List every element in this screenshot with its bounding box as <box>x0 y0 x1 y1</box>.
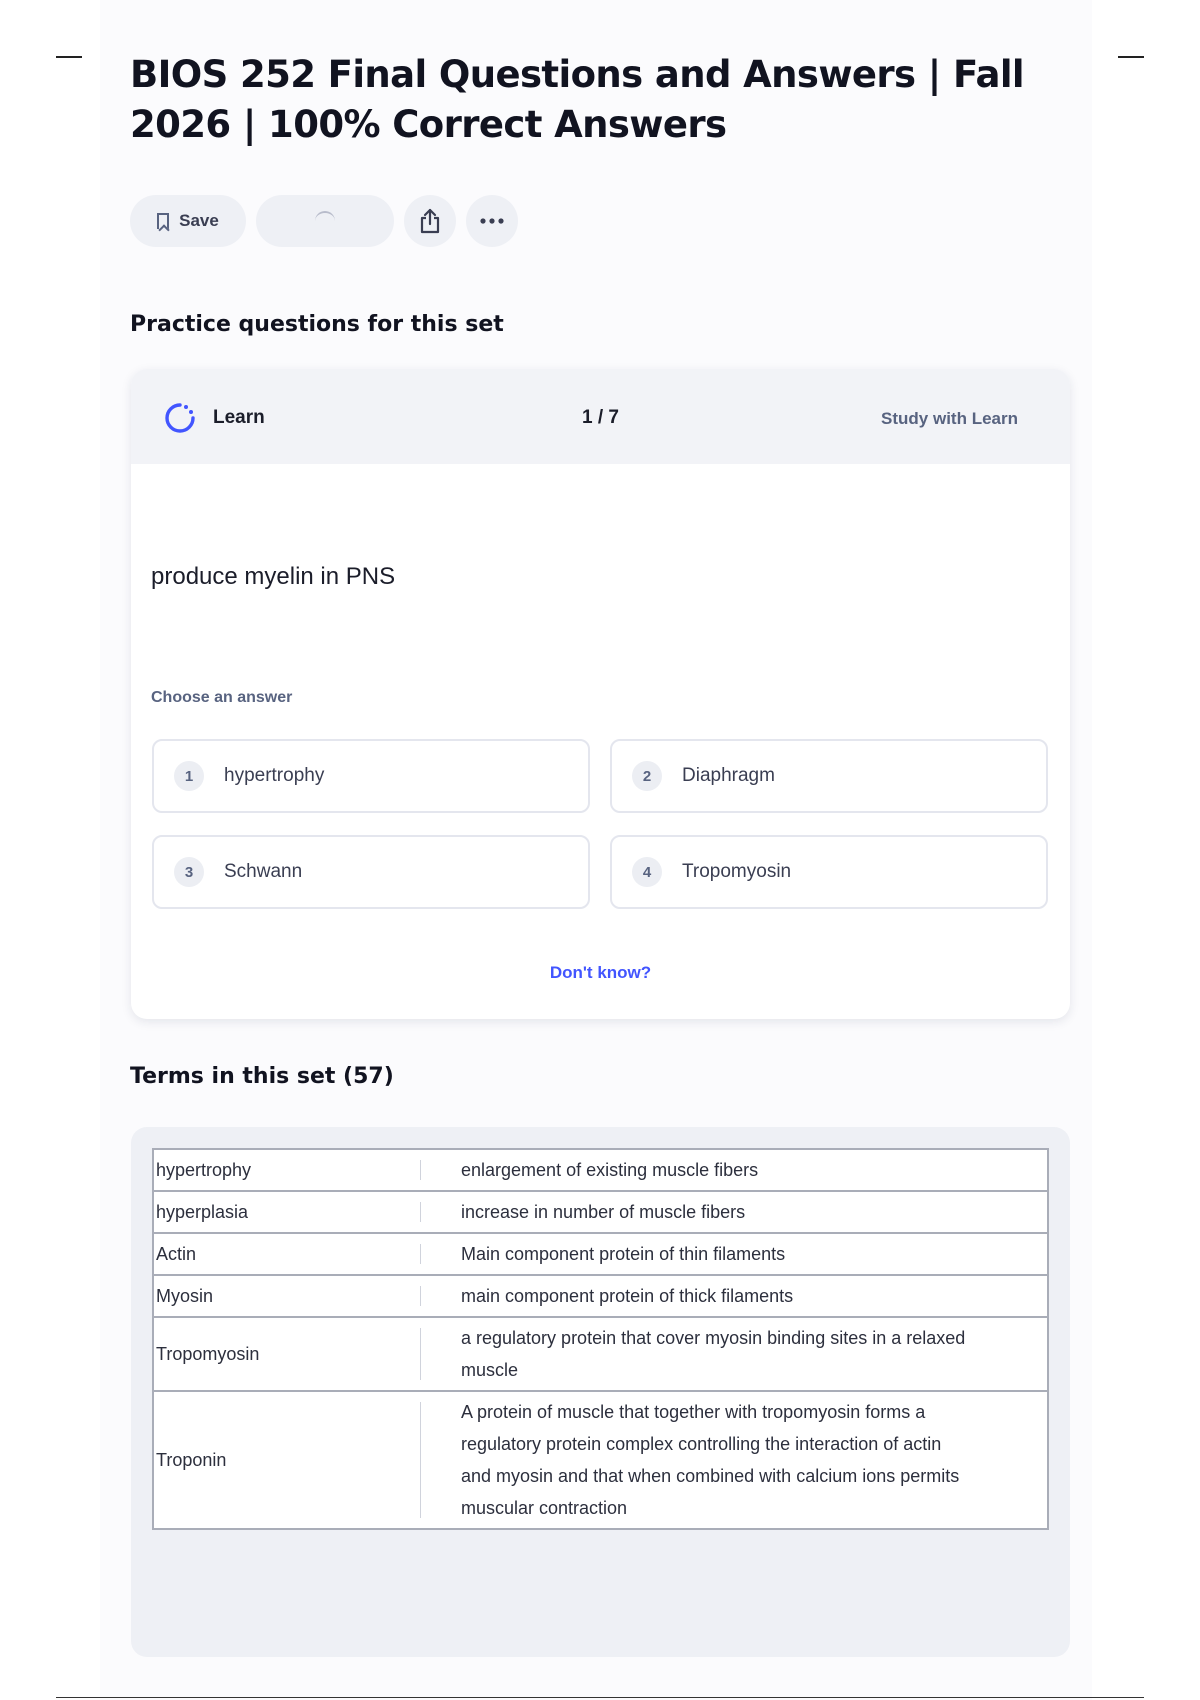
learn-mode-label: Learn <box>213 407 265 428</box>
more-options-button[interactable] <box>466 195 518 247</box>
bottom-rule <box>56 1697 1144 1698</box>
loading-button[interactable] <box>256 195 394 247</box>
terms-table <box>152 1148 1049 1530</box>
answer-number-badge: 1 <box>174 761 204 791</box>
save-button[interactable] <box>130 195 246 247</box>
more-horizontal-icon <box>479 217 505 225</box>
share-icon <box>419 208 441 234</box>
question-progress: 1 / 7 <box>582 407 619 428</box>
term-cell: Tropomyosin <box>153 1317 421 1391</box>
term-cell: Myosin <box>153 1275 421 1317</box>
answer-number-badge: 3 <box>174 857 204 887</box>
page-title: BIOS 252 Final Questions and Answers | Fall 2026 | 100% Correct Answers <box>130 53 1024 146</box>
choose-answer-label: Choose an answer <box>151 689 293 706</box>
bookmark-icon <box>157 213 169 229</box>
study-with-learn-link[interactable]: Study with Learn <box>881 409 1018 428</box>
learn-header <box>131 369 1070 464</box>
term-cell: Troponin <box>153 1391 421 1529</box>
page-corner-mark-left <box>56 56 82 58</box>
answer-text: Tropomyosin <box>682 861 792 882</box>
definition-cell: main component protein of thick filaments <box>421 1275 1048 1317</box>
answer-option-1[interactable] <box>152 739 590 813</box>
question-prompt: produce myelin in PNS <box>151 563 396 590</box>
loading-spinner-icon <box>315 211 335 231</box>
definition-cell: increase in number of muscle fibers <box>421 1191 1048 1233</box>
table-row <box>153 1317 1048 1391</box>
table-row <box>153 1391 1048 1529</box>
table-row <box>153 1233 1048 1275</box>
answer-option-4[interactable] <box>610 835 1048 909</box>
save-button-label: Save <box>179 211 219 230</box>
table-row <box>153 1191 1048 1233</box>
answer-number-badge: 4 <box>632 857 662 887</box>
answer-text: Schwann <box>224 861 303 882</box>
terms-heading: Terms in this set (57) <box>130 1064 394 1089</box>
practice-heading: Practice questions for this set <box>130 312 504 337</box>
term-cell: hyperplasia <box>153 1191 421 1233</box>
answer-option-2[interactable] <box>610 739 1048 813</box>
term-cell: hypertrophy <box>153 1149 421 1191</box>
term-cell: Actin <box>153 1233 421 1275</box>
answer-text: Diaphragm <box>682 765 775 786</box>
learn-card <box>131 369 1070 1019</box>
definition-cell: a regulatory protein that cover myosin binding sites in a relaxed muscle <box>421 1317 1048 1391</box>
definition-cell: A protein of muscle that together with tropomyosin forms a regulatory protein complex controlling the interaction of actin and myosin and that when combined with calcium ions permits muscular contraction <box>421 1391 1048 1529</box>
share-button[interactable] <box>404 195 456 247</box>
definition-cell: Main component protein of thin filaments <box>421 1233 1048 1275</box>
answer-text: hypertrophy <box>224 765 325 786</box>
definition-cell: enlargement of existing muscle fibers <box>421 1149 1048 1191</box>
answer-number-badge: 2 <box>632 761 662 791</box>
table-row <box>153 1275 1048 1317</box>
dont-know-button[interactable]: Don't know? <box>549 963 652 982</box>
answer-option-3[interactable] <box>152 835 590 909</box>
page-corner-mark-right <box>1118 56 1144 58</box>
table-row <box>153 1149 1048 1191</box>
